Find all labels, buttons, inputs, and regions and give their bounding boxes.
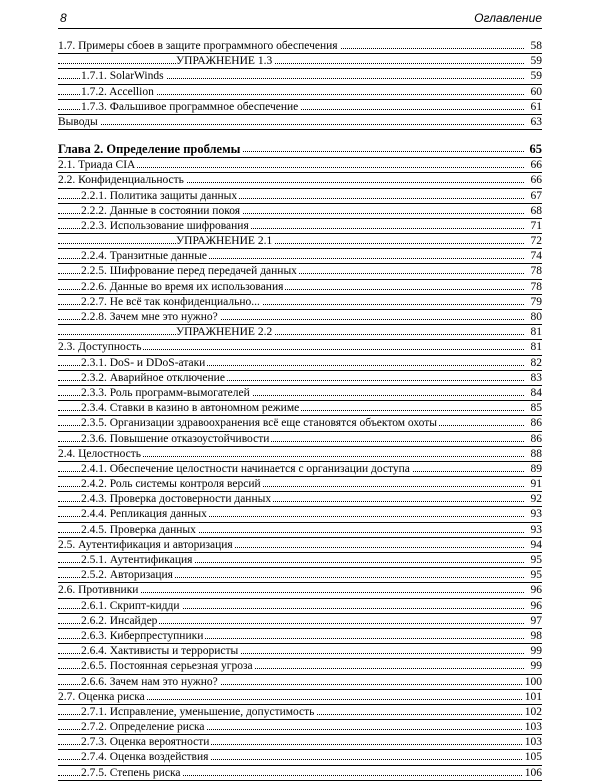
toc-entry[interactable] bbox=[58, 115, 542, 130]
toc-entry-page: 98 bbox=[530, 629, 542, 642]
toc-entry-label: 2.4. Целостность bbox=[58, 447, 142, 460]
toc-entry[interactable] bbox=[58, 447, 542, 462]
toc-entry-label: 2.3.4. Ставки в казино в автономном режиме bbox=[81, 402, 300, 415]
toc-entry-page: 66 bbox=[530, 159, 542, 172]
toc-entry-label: 2.3.3. Роль программ-вымогателей bbox=[81, 386, 250, 399]
toc-entry[interactable] bbox=[58, 462, 542, 477]
toc-entry[interactable] bbox=[58, 690, 542, 705]
toc-entry-label: Выводы bbox=[58, 115, 98, 128]
toc-entry-page: 101 bbox=[524, 690, 542, 703]
toc-entry-page: 100 bbox=[524, 675, 542, 688]
page-header bbox=[58, 10, 542, 29]
toc-entry-page: 95 bbox=[530, 554, 542, 566]
toc-entry-page: 88 bbox=[530, 447, 542, 460]
toc-entry[interactable] bbox=[58, 416, 542, 431]
toc-entry-page: 61 bbox=[530, 100, 542, 113]
toc-entry-label: 2.6.3. Киберпреступники bbox=[81, 629, 204, 642]
toc-entry[interactable] bbox=[58, 100, 542, 115]
toc-entry[interactable] bbox=[58, 69, 542, 84]
toc-entry-label: 2.7.5. Степень риска bbox=[81, 766, 181, 779]
toc-entry[interactable] bbox=[58, 204, 542, 219]
toc-entry[interactable] bbox=[58, 295, 542, 310]
toc-entry-page: 85 bbox=[530, 402, 542, 415]
toc-entry-page: 74 bbox=[530, 250, 542, 263]
toc-entry[interactable] bbox=[58, 173, 542, 188]
toc-entry-label: УПРАЖНЕНИЕ 2.2 bbox=[176, 326, 273, 339]
toc-entry[interactable] bbox=[58, 720, 542, 735]
toc-entry-label: 2.3.1. DoS- и DDoS-атаки bbox=[81, 356, 206, 369]
toc-entry-page: 59 bbox=[530, 70, 542, 83]
toc-entry[interactable] bbox=[58, 280, 542, 295]
toc-entry[interactable] bbox=[58, 507, 542, 522]
toc-entry-page: 86 bbox=[530, 417, 542, 430]
toc-entry-label: 2.4.5. Проверка данных bbox=[81, 523, 196, 536]
running-title: Оглавление bbox=[474, 11, 542, 25]
toc-entry-label: 1.7. Примеры сбоев в защите программного обеспечения bbox=[58, 40, 338, 52]
toc-entry-label: 2.6. Противники bbox=[58, 584, 139, 597]
toc-entry-label: 2.3.6. Повышение отказоустойчивости bbox=[81, 432, 270, 445]
toc-entry[interactable] bbox=[58, 659, 542, 674]
toc-entry-label: 2.6.5. Постоянная серьезная угроза bbox=[81, 660, 253, 673]
toc-entry-page: 67 bbox=[530, 189, 542, 202]
toc-entry-page: 86 bbox=[530, 432, 542, 445]
toc-entry-page: 103 bbox=[524, 736, 542, 749]
toc-entry-page: 89 bbox=[530, 462, 542, 475]
toc-entry-label: 2.5.1. Аутентификация bbox=[81, 554, 193, 566]
toc-entry-label: 2.4.2. Роль системы контроля версий bbox=[81, 478, 261, 491]
toc-entry[interactable] bbox=[58, 705, 542, 720]
toc-entry-label: 2.2.4. Транзитные данные bbox=[81, 250, 208, 263]
toc-entry[interactable] bbox=[58, 538, 542, 553]
toc-entry-label: 2.2.8. Зачем мне это нужно? bbox=[81, 311, 218, 323]
toc-entry[interactable] bbox=[58, 750, 542, 765]
toc-entry-label: 2.6.1. Скрипт-кидди bbox=[81, 599, 180, 612]
toc-entry-page: 96 bbox=[530, 584, 542, 597]
toc-entry[interactable] bbox=[58, 371, 542, 386]
toc-entry-page: 60 bbox=[530, 85, 542, 98]
toc-entry-label: 2.2.7. Не всё так конфиденциально... bbox=[81, 295, 260, 308]
toc-entry-page: 97 bbox=[530, 614, 542, 627]
toc-entry-label: 2.5. Аутентификация и авторизация bbox=[58, 538, 233, 551]
page-number: 8 bbox=[60, 11, 67, 25]
toc-entry[interactable] bbox=[58, 340, 542, 355]
toc-entry-page: 81 bbox=[530, 326, 542, 339]
toc-entry[interactable] bbox=[58, 356, 542, 371]
chapter-heading[interactable] bbox=[58, 142, 542, 158]
toc-entry-page: 72 bbox=[530, 235, 542, 248]
toc-entry[interactable] bbox=[58, 85, 542, 100]
toc-entry-label: 1.7.2. Accellion bbox=[81, 85, 154, 98]
toc-entry-page: 84 bbox=[530, 386, 542, 399]
toc-entry-page: 82 bbox=[530, 356, 542, 369]
toc-entry[interactable] bbox=[58, 583, 542, 598]
toc-entry[interactable] bbox=[58, 599, 542, 614]
toc-entry[interactable] bbox=[58, 54, 542, 69]
toc-entry[interactable] bbox=[58, 310, 542, 325]
toc-entry[interactable] bbox=[58, 735, 542, 750]
toc-entry-page: 93 bbox=[530, 508, 542, 521]
toc-entry-page: 99 bbox=[530, 660, 542, 673]
toc-entry-page: 99 bbox=[530, 645, 542, 658]
toc-entry-label: 2.6.6. Зачем нам это нужно? bbox=[81, 675, 218, 688]
toc-entry[interactable] bbox=[58, 386, 542, 401]
toc-entry[interactable] bbox=[58, 553, 542, 568]
toc-entry[interactable] bbox=[58, 249, 542, 264]
toc-entry-page: 103 bbox=[524, 721, 542, 734]
toc-entry-page: 94 bbox=[530, 538, 542, 551]
toc-entry-page: 63 bbox=[530, 115, 542, 128]
toc-entry[interactable] bbox=[58, 614, 542, 629]
chapter-page: 65 bbox=[529, 142, 542, 157]
toc-entry[interactable] bbox=[58, 234, 542, 249]
toc-entry-label: 2.7. Оценка риска bbox=[58, 690, 145, 703]
toc-entry-label: 2.2.1. Политика защиты данных bbox=[81, 189, 238, 202]
toc-entry[interactable] bbox=[58, 644, 542, 659]
toc-entry-label: 2.3.2. Аварийное отключение bbox=[81, 371, 225, 384]
toc-entry-page: 58 bbox=[530, 40, 542, 52]
toc-entry-label: 2.7.3. Оценка вероятности bbox=[81, 736, 210, 749]
toc-entry[interactable] bbox=[58, 675, 542, 690]
toc-entry[interactable] bbox=[58, 523, 542, 538]
toc-entry-label: 2.2.2. Данные в состоянии покоя bbox=[81, 204, 241, 217]
toc-entry-page: 66 bbox=[530, 174, 542, 187]
toc-entry-label: 2.4.3. Проверка достоверности данных bbox=[81, 493, 272, 506]
toc-entry[interactable] bbox=[58, 629, 542, 644]
toc-entry[interactable] bbox=[58, 568, 542, 583]
toc-entry-page: 71 bbox=[530, 219, 542, 232]
toc-entry[interactable] bbox=[58, 39, 542, 54]
toc-entry-page: 102 bbox=[524, 705, 542, 718]
toc-entry-page: 83 bbox=[530, 371, 542, 384]
toc-entry-page: 79 bbox=[530, 295, 542, 308]
toc-entry[interactable] bbox=[58, 325, 542, 340]
toc-entry[interactable] bbox=[58, 492, 542, 507]
toc-entry-page: 80 bbox=[530, 311, 542, 323]
toc-entry-page: 59 bbox=[530, 55, 542, 68]
toc-entry-page: 95 bbox=[530, 569, 542, 582]
toc-entry-label: 2.4.4. Репликация данных bbox=[81, 508, 207, 521]
toc-entry-page: 106 bbox=[524, 766, 542, 779]
toc-entry-label: УПРАЖНЕНИЕ 1.3 bbox=[176, 55, 273, 68]
toc-entry-label: 2.7.2. Определение риска bbox=[81, 721, 205, 734]
toc-entry-label: УПРАЖНЕНИЕ 2.1 bbox=[176, 235, 273, 248]
toc-entry-label: 2.2.5. Шифрование перед передачей данных bbox=[81, 265, 297, 278]
toc-entry-page: 93 bbox=[530, 523, 542, 536]
toc-entry-label: 2.6.4. Хактивисты и террористы bbox=[81, 645, 239, 658]
toc-entry-label: 2.5.2. Авторизация bbox=[81, 569, 173, 582]
toc-entry-label: 1.7.3. Фальшивое программное обеспечение bbox=[81, 100, 299, 113]
toc-entry-page: 96 bbox=[530, 599, 542, 612]
toc-entry-label: 2.3. Доступность bbox=[58, 341, 142, 354]
toc-entry-page: 81 bbox=[530, 341, 542, 354]
toc-entry-page: 68 bbox=[530, 204, 542, 217]
table-of-contents bbox=[58, 39, 542, 781]
toc-entry[interactable] bbox=[58, 264, 542, 279]
toc-entry-page: 78 bbox=[530, 265, 542, 278]
toc-entry[interactable] bbox=[58, 401, 542, 416]
chapter-title: Глава 2. Определение проблемы bbox=[58, 142, 241, 157]
toc-entry-label: 2.2. Конфиденциальность bbox=[58, 174, 184, 187]
toc-entry-page: 105 bbox=[524, 751, 542, 764]
toc-entry-page: 91 bbox=[530, 478, 542, 491]
toc-entry-label: 1.7.1. SolarWinds bbox=[81, 70, 164, 83]
toc-entry[interactable] bbox=[58, 158, 542, 173]
toc-entry-label: 2.2.6. Данные во время их использования bbox=[81, 280, 284, 293]
toc-entry-label: 2.6.2. Инсайдер bbox=[81, 614, 158, 627]
toc-entry[interactable] bbox=[58, 432, 542, 447]
toc-entry[interactable] bbox=[58, 189, 542, 204]
toc-entry[interactable] bbox=[58, 766, 542, 781]
toc-entry-label: 2.3.5. Организации здравоохранения всё еще становятся объектом охоты bbox=[81, 417, 438, 430]
toc-entry-label: 2.4.1. Обеспечение целостности начинается с организации доступа bbox=[81, 462, 410, 475]
toc-entry-label: 2.2.3. Использование шифрования bbox=[81, 219, 249, 232]
toc-entry[interactable] bbox=[58, 219, 542, 234]
toc-entry-label: 2.7.1. Исправление, уменьшение, допустимость bbox=[81, 705, 315, 718]
toc-entry-page: 92 bbox=[530, 493, 542, 506]
toc-entry-label: 2.1. Триада CIA bbox=[58, 159, 136, 172]
toc-entry-label: 2.7.4. Оценка воздействия bbox=[81, 751, 209, 764]
toc-entry-page: 78 bbox=[530, 280, 542, 293]
toc-entry[interactable] bbox=[58, 477, 542, 492]
